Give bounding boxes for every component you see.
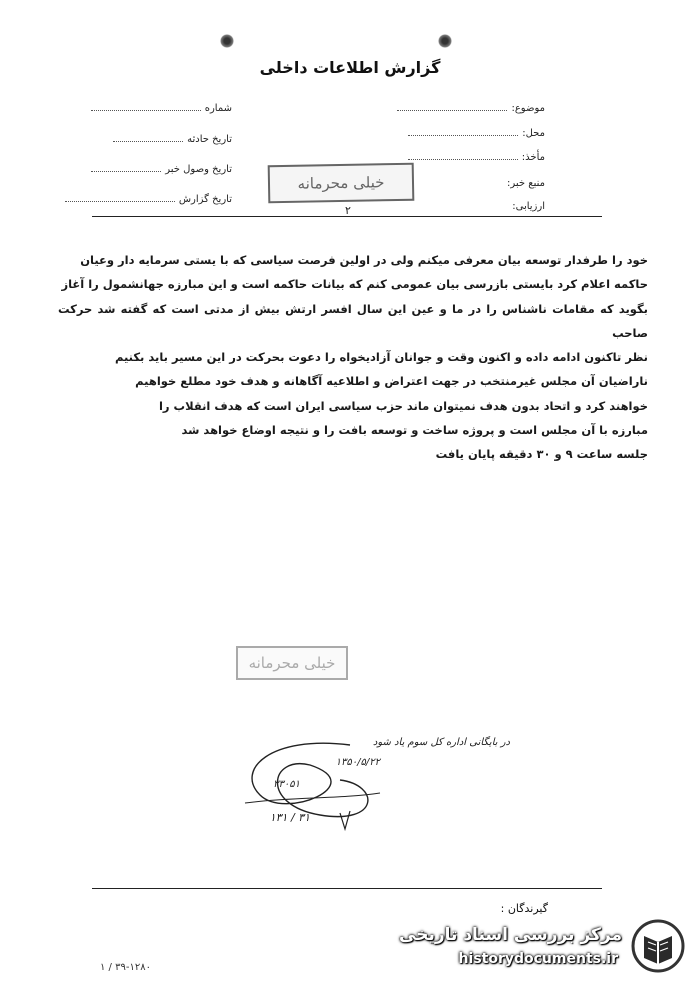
field-location: محل: <box>408 127 545 139</box>
field-subject: موضوع: <box>397 102 545 114</box>
handwritten-annotation <box>230 725 550 835</box>
recipients-label: گیرندگان : <box>500 902 548 915</box>
watermark-url: historydocuments.ir <box>458 951 618 967</box>
body-line: حاکمه اعلام کرد بایستی بازرسی بیان عمومی کنم که بیانات حاکمه است و این مبارزه جهانشمول را آغاز <box>61 277 648 292</box>
annotation-code: ۳۱ / ۱۳۱ <box>269 811 310 824</box>
body-line: جلسه ساعت ۹ و ۳۰ دقیقه پایان یافت <box>435 447 648 462</box>
report-body <box>58 248 648 467</box>
field-source: مأخذ: <box>408 151 545 163</box>
body-line: مبارزه با آن مجلس است و پروژه ساخت و توسعه بافت را و نتیجه اوضاع خواهد شد <box>181 423 648 438</box>
annotation-line-1: در بایگانی اداره کل سوم یاد شود <box>372 737 510 748</box>
emblem-right-icon <box>438 34 452 48</box>
body-line: خواهند کرد و اتحاد بدون هدف نمیتوان ماند حزب سیاسی ایران است که هدف انقلاب را <box>158 398 648 413</box>
field-report-date: تاریخ گزارش <box>65 193 232 205</box>
document-title: گزارش اطلاعات داخلی <box>259 58 441 77</box>
watermark-name: مرکز بررسی اسناد تاریخی <box>399 925 622 945</box>
emblem-left-icon <box>220 34 234 48</box>
body-line: خود را طرفدار توسعه بیان معرفی میکنم ولی در اولین فرصت سیاسی که با یستی سرمایه دار وعیان <box>80 253 648 267</box>
field-receipt-date: تاریخ وصول خبر <box>91 163 232 175</box>
body-line: نظر تاکنون ادامه داده و اکنون وقت و جوانان آزادیخواه را دعوت بحرکت در این مسیر باید بکنیم <box>114 350 648 365</box>
field-incident-date: تاریخ حادثه <box>113 133 232 145</box>
classification-stamp-faint: خیلی محرمانه <box>236 646 348 680</box>
body-line: بگوید که مقامات ناشناس را در ما و عین این سال افسر ارتش بیش از مدتی است که گفته شد حرکت صاحب <box>58 301 648 340</box>
field-number: شماره <box>91 102 232 114</box>
classification-stamp: خیلی محرمانه <box>268 163 415 204</box>
stamp-number: ۲ <box>345 204 351 217</box>
annotation-number: ۳۳۰۵۱ <box>273 779 300 790</box>
book-logo-icon <box>630 918 686 974</box>
body-line: ناراضیان آن مجلس غیرمنتخب در جهت اعتراض و اطلاعیه آگاهانه و هدف خود مطلع خواهیم <box>135 374 648 389</box>
field-news-source: منبع خبر: <box>507 178 545 189</box>
annotation-date: ۱۳۵۰/۵/۲۲ <box>335 757 380 768</box>
header-divider <box>92 216 602 217</box>
field-evaluation: ارزیابی: <box>512 201 545 212</box>
footer-divider <box>92 888 602 889</box>
document-number: ۳۹-۱۲۸۰ / ۱ <box>100 962 151 973</box>
